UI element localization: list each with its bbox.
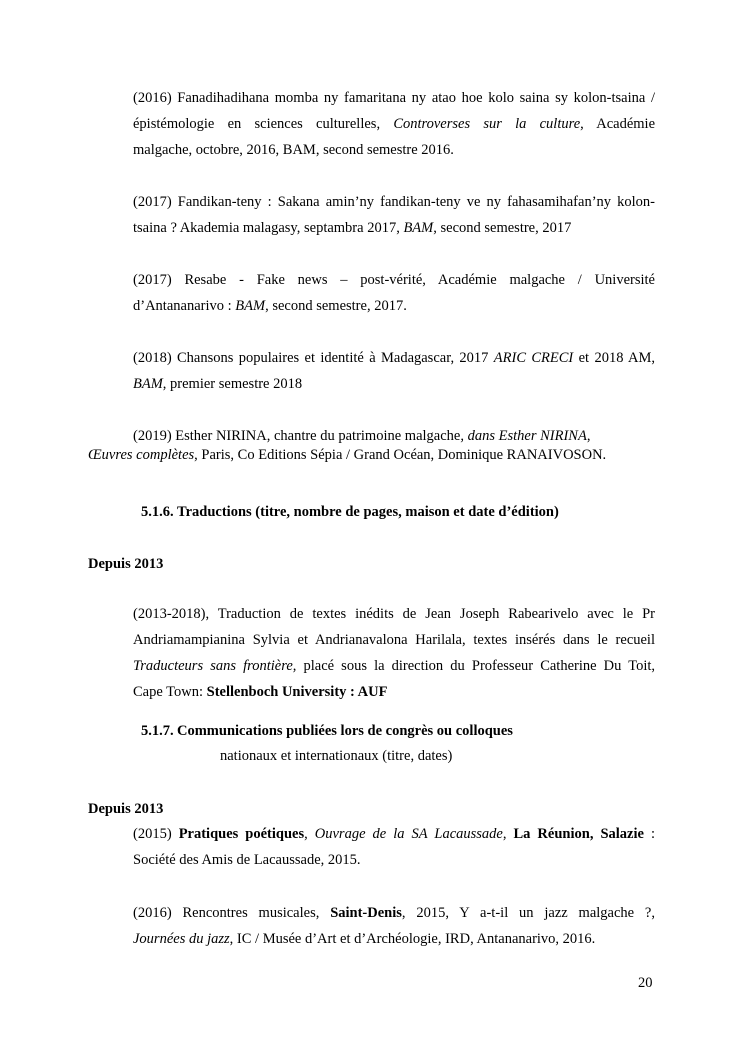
depuis-2013-heading-2: Depuis 2013 — [88, 801, 164, 817]
entry-2016: (2016) Fanadihadihana momba ny famaritana ny atao hoe kolo saina sy kolon-tsaina / épistémologie en sciences culturelles, Controverses sur la culture, Académie malgache, octobre, 2016, BAM, second semestre 2016. — [133, 90, 656, 158]
communication-2016: (2016) Rencontres musicales, Saint-Denis, 2015, Y a-t-il un jazz malgache ?, Journées du jazz, IC / Musée d’Art et d’Archéologie, IRD, Antananarivo, 2016. — [133, 905, 655, 947]
section-heading-5-1-6: 5.1.6. Traductions (titre, nombre de pages, maison et date d’édition) — [141, 504, 559, 520]
entry-2017-fandikan-teny: (2017) Fandikan-teny : Sakana amin’ny fandikan-teny ve ny fahasamihafan’ny kolon- tsaina ? Akademia malagasy, septambra 2017, BAM, second semestre, 2017 — [133, 194, 655, 236]
entry-2018: (2018) Chansons populaires et identité à Madagascar, 2017 ARIC CRECI et 2018 AM, BAM, premier semestre 2018 — [133, 350, 655, 392]
depuis-2013-heading: Depuis 2013 — [88, 556, 164, 572]
entry-2019-line2: Œuvres complètes, Paris, Co Editions Sépia / Grand Océan, Dominique RANAIVOSON. — [88, 447, 607, 463]
section-heading-5-1-7-subtitle: nationaux et internationaux (titre, dates) — [220, 748, 453, 764]
communication-2015: (2015) Pratiques poétiques, Ouvrage de la SA Lacaussade, La Réunion, Salazie : Société des Amis de Lacaussade, 2015. — [133, 826, 655, 868]
entry-2017-resabe: (2017) Resabe - Fake news – post-vérité, Académie malgache / Université d’Antananarivo : BAM, second semestre, 2017. — [133, 272, 655, 314]
entry-2019-line1: (2019) Esther NIRINA, chantre du patrimoine malgache, dans Esther NIRINA, — [133, 428, 591, 444]
traduction-entry: (2013-2018), Traduction de textes inédits de Jean Joseph Rabearivelo avec le Pr Andriamampianina Sylvia et Andrianavalona Harilala, textes insérés dans le recueil Traducteurs sans frontière, placé sous la direction du Professeur Catherine Du Toit, Cape Town: Stellenboch University : AUF — [133, 606, 656, 700]
section-heading-5-1-7: 5.1.7. Communications publiées lors de congrès ou colloques — [141, 723, 513, 739]
page-number: 20 — [638, 975, 653, 991]
